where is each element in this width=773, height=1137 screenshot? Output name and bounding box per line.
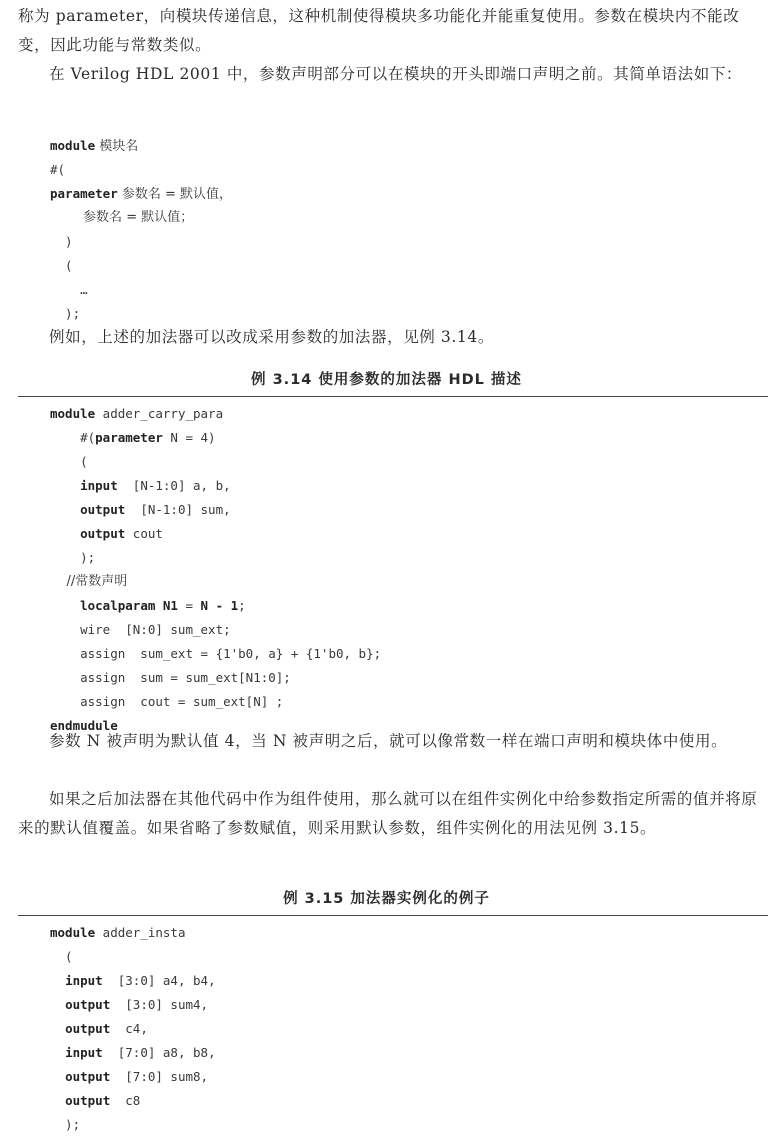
divider xyxy=(18,396,768,397)
code-line: output [N-1:0] sum, xyxy=(80,502,231,517)
code-line: //常数声明 xyxy=(50,574,128,589)
caption-example-3-15: 例 3.15 加法器实例化的例子 xyxy=(283,891,490,907)
code-line: module adder_carry_para xyxy=(50,406,224,421)
code-line: input [7:0] a8, b8, xyxy=(65,1045,216,1060)
code-line: output c4, xyxy=(65,1021,148,1036)
code-line: #( xyxy=(50,162,66,177)
code-line: ); xyxy=(50,306,81,321)
syntax-code-block xyxy=(50,134,232,326)
paragraph-example-ref: 例如，上述的加法器可以改成采用参数的加法器，见例 3.14。 xyxy=(49,328,494,346)
code-line: wire [N:0] sum_ext; xyxy=(50,622,231,637)
code-line: ); xyxy=(50,1117,81,1132)
code-line: ) xyxy=(50,234,73,249)
paragraph-verilog-2001: 在 Verilog HDL 2001 中，参数声明部分可以在模块的开头即端口声明之前。其简单语法如下： xyxy=(49,65,743,83)
paragraph-parameter-intro: 称为 parameter，向模块传递信息，这种机制使得模块多功能化并能重复使用。参数在模块内不能改变，因此功能与常数类似。 xyxy=(18,7,740,54)
code-line: input [N-1:0] a, b, xyxy=(80,478,231,493)
code-line: module 模块名 xyxy=(50,138,139,154)
code-line: output cout xyxy=(80,526,163,541)
code-line: ( xyxy=(50,949,73,964)
code-line: module adder_insta xyxy=(50,925,186,940)
code-line: endmudule xyxy=(50,718,118,733)
code-line: output [3:0] sum4, xyxy=(65,997,209,1012)
example-3-15-code xyxy=(50,921,216,1137)
code-line: #(parameter N = 4) xyxy=(50,430,216,445)
paragraph-parameter-n: 参数 N 被声明为默认值 4，当 N 被声明之后，就可以像常数一样在端口声明和模块体中使用。 xyxy=(49,732,728,750)
code-line: assign sum_ext = {1'b0, a} + {1'b0, b}; xyxy=(50,646,382,661)
code-line: output c8 xyxy=(65,1093,141,1108)
example-3-14-code xyxy=(50,402,381,738)
code-line: output [7:0] sum8, xyxy=(65,1069,209,1084)
code-line: … xyxy=(50,282,88,297)
code-line: localparam N1 = N - 1; xyxy=(80,598,246,613)
caption-example-3-14: 例 3.14 使用参数的加法器 HDL 描述 xyxy=(251,372,522,388)
divider xyxy=(18,915,768,916)
code-line: 参数名 = 默认值； xyxy=(50,210,194,225)
code-line: ); xyxy=(50,550,96,565)
code-line: assign sum = sum_ext[N1:0]; xyxy=(50,670,291,685)
code-line: ( xyxy=(50,454,88,469)
code-line: ( xyxy=(50,258,73,273)
paragraph-instantiation: 如果之后加法器在其他代码中作为组件使用，那么就可以在组件实例化中给参数指定所需的值并将原来的默认值覆盖。如果省略了参数赋值，则采用默认参数，组件实例化的用法见例 3.15。 xyxy=(18,790,758,837)
code-line: input [3:0] a4, b4, xyxy=(65,973,216,988)
code-line: assign cout = sum_ext[N] ; xyxy=(50,694,284,709)
code-line: parameter 参数名 = 默认值， xyxy=(50,186,233,202)
